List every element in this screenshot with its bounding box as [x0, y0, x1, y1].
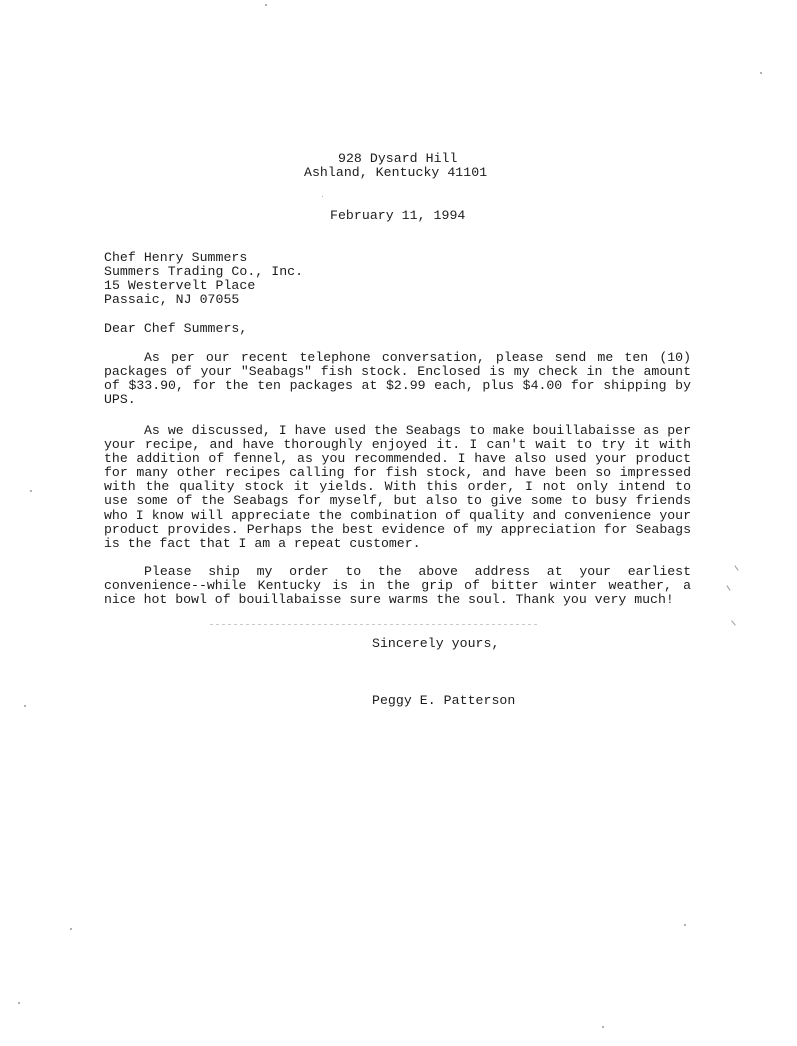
closing: Sincerely yours,	[372, 636, 500, 651]
scan-speck	[684, 924, 686, 926]
letter-date: February 11, 1994	[330, 208, 466, 223]
signature-name: Peggy E. Patterson	[372, 693, 516, 708]
scan-speck	[30, 490, 32, 492]
salutation: Dear Chef Summers,	[104, 321, 248, 336]
sender-street: 928 Dysard Hill	[338, 151, 458, 166]
scan-speck	[602, 1026, 604, 1028]
scan-speck	[18, 1002, 20, 1004]
body-paragraph-2-text: As we discussed, I have used the Seabags to make bouillabaisse as per your recipe, and have thoroughly enjoyed it. I can't wait to try it with the addition of fennel, as you recommended. I have also used your product for many other recipes calling for fish stock, and have been so impressed with the quality stock it yields. With this order, I not only intend to use some of the Seabags for myself, but also to give some to busy friends who I know will appreciate the combination of quality and convenience your product provides. Perhaps the best evidence of my appreciation for Seabags is the fact that I am a repeat customer.	[104, 423, 691, 551]
recipient-street: 15 Westervelt Place	[104, 278, 256, 293]
scan-speck	[24, 705, 26, 707]
body-paragraph-3-text: Please ship my order to the above address at your earliest convenience--while Kentucky is in the grip of bitter winter weather, a nice hot bowl of bouillabaisse sure warms the soul. Thank you very much!	[104, 564, 691, 608]
recipient-company: Summers Trading Co., Inc.	[104, 264, 304, 279]
scan-streak	[210, 624, 540, 625]
body-paragraph-1	[104, 351, 691, 407]
body-paragraph-1-text: As per our recent telephone conversation, please send me ten (10) packages of your "Seabags" fish stock. Enclosed is my check in the amount of $33.90, for the ten packages at $2.99 each, plus $4.00 for shipping by UPS.	[104, 350, 691, 408]
recipient-city-line: Passaic, NJ 07055	[104, 292, 240, 307]
recipient-name: Chef Henry Summers	[104, 250, 248, 265]
scan-speck	[731, 620, 736, 625]
scan-speck	[265, 4, 267, 6]
body-paragraph-2	[104, 424, 691, 551]
scan-speck	[322, 196, 323, 197]
scan-speck	[734, 565, 738, 570]
scan-speck	[726, 585, 730, 590]
scan-speck	[70, 928, 72, 930]
sender-city-line: Ashland, Kentucky 41101	[304, 165, 488, 180]
body-paragraph-3	[104, 565, 691, 607]
scan-speck	[760, 72, 762, 74]
